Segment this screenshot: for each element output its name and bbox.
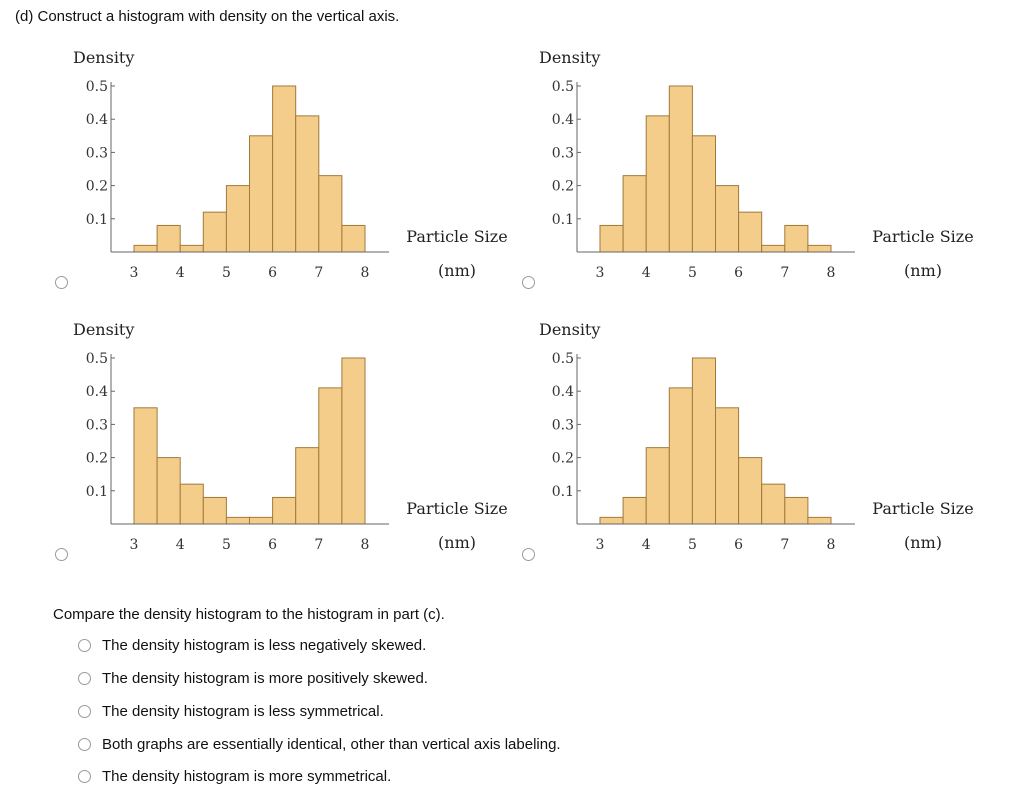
x-axis-label: Particle Size xyxy=(872,227,974,246)
histogram-bar xyxy=(808,517,831,524)
y-tick-label: 0.1 xyxy=(551,483,574,500)
histogram-bar xyxy=(762,245,785,252)
histogram-bar xyxy=(669,388,692,524)
histogram-bar xyxy=(273,497,296,524)
histogram-bar xyxy=(250,136,273,252)
x-tick-label: 5 xyxy=(687,265,697,281)
y-tick-label: 0.1 xyxy=(85,211,108,228)
histogram-svg xyxy=(536,45,981,285)
histogram-bar xyxy=(623,176,646,252)
histogram-bar xyxy=(296,116,319,252)
histogram-bar xyxy=(808,245,831,252)
histogram-bar xyxy=(646,448,669,524)
chart-option-radio-1[interactable] xyxy=(55,276,68,289)
y-tick-label: 0.4 xyxy=(85,112,108,129)
histogram-bar xyxy=(226,517,249,524)
compare-option-2[interactable] xyxy=(78,668,428,688)
x-tick-label: 3 xyxy=(595,537,605,553)
histogram-bar xyxy=(203,497,226,524)
y-tick-label: 0.4 xyxy=(551,112,574,129)
x-tick-label: 3 xyxy=(129,537,139,553)
histogram-bar xyxy=(739,212,762,252)
histogram-bar xyxy=(296,448,319,524)
y-axis-label: Density xyxy=(539,48,601,67)
histogram-bar xyxy=(134,245,157,252)
x-tick-label: 6 xyxy=(734,265,744,281)
compare-radio-1[interactable] xyxy=(78,639,91,652)
y-tick-label: 0.5 xyxy=(551,351,574,367)
histogram-bar xyxy=(716,186,739,252)
x-tick-label: 6 xyxy=(268,265,278,281)
x-tick-label: 5 xyxy=(221,265,231,281)
histogram-bar xyxy=(669,86,692,252)
x-tick-label: 7 xyxy=(780,265,790,281)
histogram-bar xyxy=(226,186,249,252)
x-tick-label: 6 xyxy=(734,537,744,553)
histogram-svg xyxy=(70,317,515,557)
histogram-bar xyxy=(692,136,715,252)
histogram-bar xyxy=(600,225,623,252)
x-tick-label: 4 xyxy=(641,265,651,281)
y-tick-label: 0.3 xyxy=(551,145,574,162)
histogram-bar xyxy=(250,517,273,524)
question-text: (d) Construct a histogram with density on the vertical axis. xyxy=(15,8,400,25)
x-tick-label: 4 xyxy=(175,537,185,553)
histogram-bar xyxy=(785,225,808,252)
histogram-bar xyxy=(342,358,365,524)
y-tick-label: 0.2 xyxy=(551,450,574,467)
histogram-bar xyxy=(600,517,623,524)
y-tick-label: 0.4 xyxy=(85,384,108,401)
histogram-bar xyxy=(319,388,342,524)
x-axis-unit: (nm) xyxy=(904,261,942,280)
x-tick-label: 8 xyxy=(826,265,836,281)
x-tick-label: 3 xyxy=(595,265,605,281)
histogram-bar xyxy=(785,497,808,524)
histogram-bar xyxy=(762,484,785,524)
compare-prompt: Compare the density histogram to the histogram in part (c). xyxy=(53,606,445,623)
y-tick-label: 0.2 xyxy=(85,450,108,467)
compare-option-5[interactable] xyxy=(78,766,391,786)
y-tick-label: 0.3 xyxy=(85,145,108,162)
chart-option-radio-4[interactable] xyxy=(522,548,535,561)
x-axis-unit: (nm) xyxy=(438,533,476,552)
x-tick-label: 6 xyxy=(268,537,278,553)
histogram-bar xyxy=(646,116,669,252)
chart-option-radio-3[interactable] xyxy=(55,548,68,561)
compare-option-label-2: The density histogram is more positively skewed. xyxy=(102,669,428,687)
histogram-1 xyxy=(70,45,515,285)
histogram-bar xyxy=(739,458,762,524)
x-axis-label: Particle Size xyxy=(406,227,508,246)
histogram-bar xyxy=(273,86,296,252)
histogram-bar xyxy=(692,358,715,524)
y-tick-label: 0.4 xyxy=(551,384,574,401)
x-axis-label: Particle Size xyxy=(406,499,508,518)
compare-option-4[interactable] xyxy=(78,734,561,754)
x-tick-label: 8 xyxy=(360,537,370,553)
y-tick-label: 0.2 xyxy=(85,178,108,195)
x-tick-label: 3 xyxy=(129,265,139,281)
x-tick-label: 4 xyxy=(175,265,185,281)
histogram-bar xyxy=(180,245,203,252)
histogram-4 xyxy=(536,317,981,557)
compare-option-1[interactable] xyxy=(78,635,426,655)
histogram-bar xyxy=(342,225,365,252)
histogram-bar xyxy=(157,458,180,524)
y-tick-label: 0.3 xyxy=(85,417,108,434)
x-tick-label: 7 xyxy=(780,537,790,553)
y-tick-label: 0.2 xyxy=(551,178,574,195)
y-tick-label: 0.5 xyxy=(551,79,574,95)
x-tick-label: 7 xyxy=(314,265,324,281)
y-axis-label: Density xyxy=(73,320,135,339)
compare-option-3[interactable] xyxy=(78,701,384,721)
compare-option-label-1: The density histogram is less negatively skewed. xyxy=(102,636,427,654)
x-tick-label: 5 xyxy=(687,537,697,553)
x-tick-label: 5 xyxy=(221,537,231,553)
x-tick-label: 7 xyxy=(314,537,324,553)
compare-radio-4[interactable] xyxy=(78,738,91,751)
histogram-2 xyxy=(536,45,981,285)
y-tick-label: 0.1 xyxy=(85,483,108,500)
histogram-svg xyxy=(70,45,515,285)
histogram-3 xyxy=(70,317,515,557)
histogram-bar xyxy=(157,225,180,252)
y-axis-label: Density xyxy=(539,320,601,339)
compare-radio-2[interactable] xyxy=(78,672,91,685)
histogram-bar xyxy=(319,176,342,252)
compare-radio-3[interactable] xyxy=(78,705,91,718)
histogram-svg xyxy=(536,317,981,557)
histogram-bar xyxy=(180,484,203,524)
compare-radio-5[interactable] xyxy=(78,770,91,783)
x-axis-unit: (nm) xyxy=(438,261,476,280)
y-tick-label: 0.1 xyxy=(551,211,574,228)
x-axis-unit: (nm) xyxy=(904,533,942,552)
chart-option-radio-2[interactable] xyxy=(522,276,535,289)
histogram-bar xyxy=(203,212,226,252)
histogram-bar xyxy=(716,408,739,524)
x-tick-label: 4 xyxy=(641,537,651,553)
x-axis-label: Particle Size xyxy=(872,499,974,518)
histogram-bar xyxy=(134,408,157,524)
x-tick-label: 8 xyxy=(360,265,370,281)
y-tick-label: 0.5 xyxy=(85,351,108,367)
y-tick-label: 0.5 xyxy=(85,79,108,95)
y-tick-label: 0.3 xyxy=(551,417,574,434)
compare-option-label-3: The density histogram is less symmetrical. xyxy=(102,702,384,720)
compare-option-label-5: The density histogram is more symmetrical. xyxy=(102,767,392,785)
compare-option-label-4: Both graphs are essentially identical, other than vertical axis labeling. xyxy=(102,735,561,753)
x-tick-label: 8 xyxy=(826,537,836,553)
histogram-bar xyxy=(623,497,646,524)
y-axis-label: Density xyxy=(73,48,135,67)
